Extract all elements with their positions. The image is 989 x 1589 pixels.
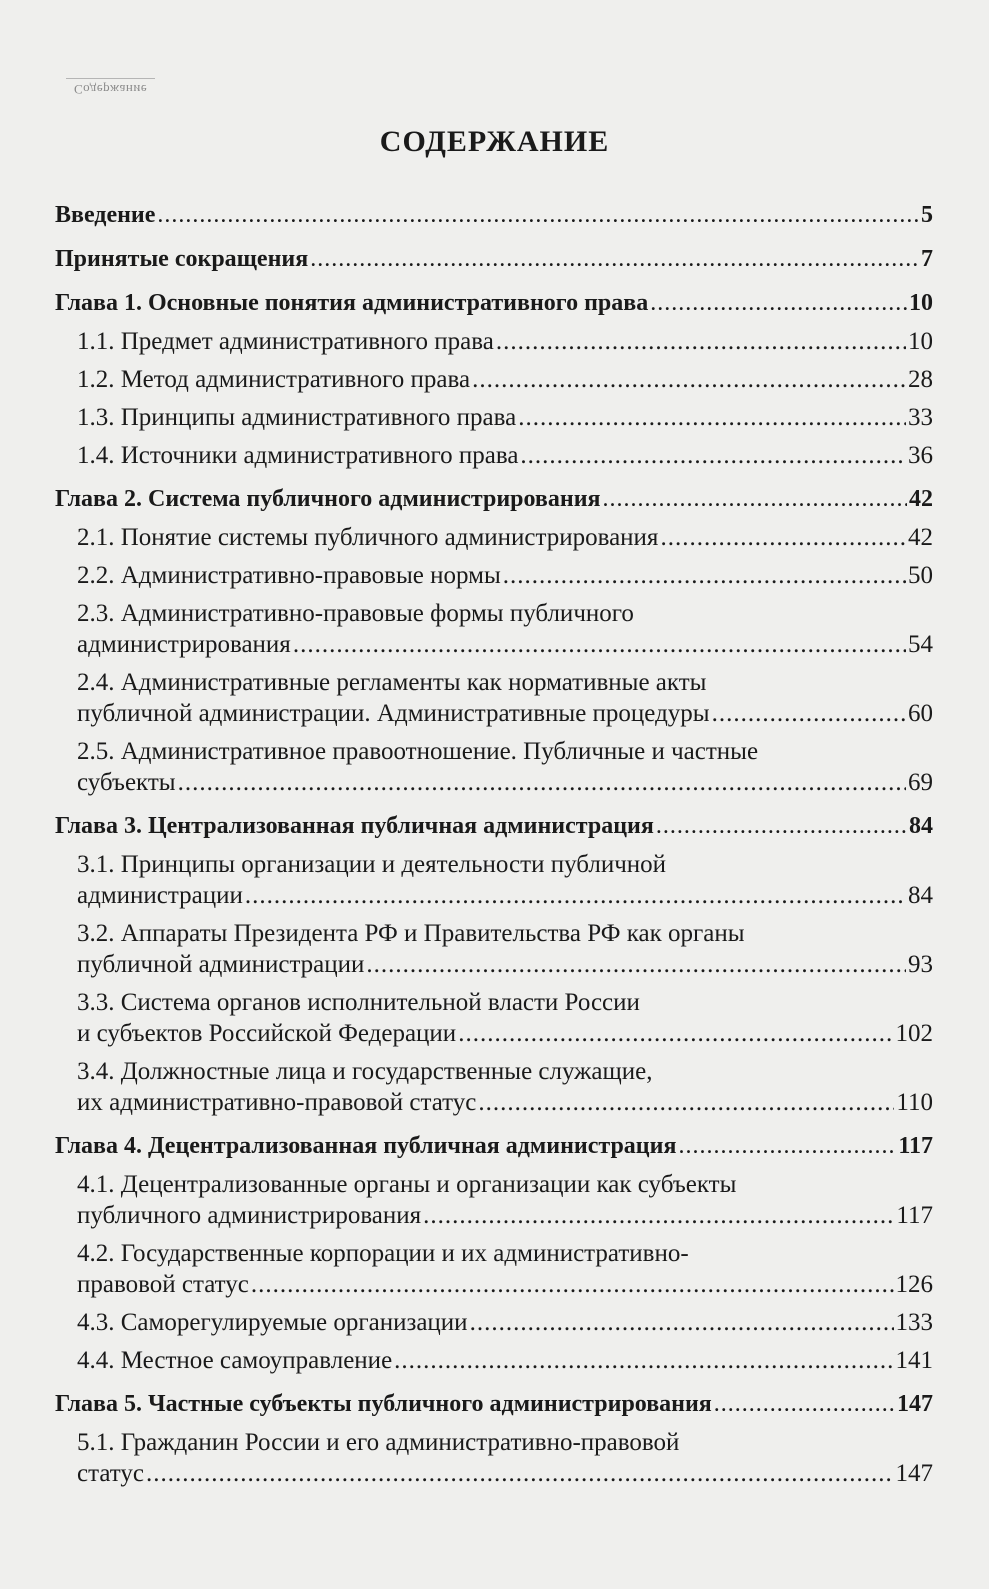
toc-dot-leader bbox=[458, 1018, 893, 1049]
toc-chapter-entry[interactable] bbox=[55, 811, 933, 842]
toc-entry-title: 5.1. Гражданин России и его административно-правовой bbox=[77, 1429, 680, 1456]
running-header: Содержание bbox=[66, 78, 155, 99]
toc-entry-title: Введение bbox=[55, 202, 156, 228]
toc-page-number: 5 bbox=[921, 202, 933, 228]
toc-dot-leader bbox=[366, 949, 906, 980]
toc-dot-leader bbox=[503, 560, 906, 591]
toc-section-entry[interactable] bbox=[55, 1345, 933, 1376]
toc-page-number: 102 bbox=[895, 1020, 933, 1047]
table-of-contents bbox=[55, 200, 933, 1489]
toc-dot-leader bbox=[518, 402, 906, 433]
toc-section-entry[interactable] bbox=[55, 918, 933, 980]
toc-page-number: 10 bbox=[909, 290, 933, 316]
toc-page-number: 36 bbox=[908, 442, 933, 469]
toc-section-entry[interactable] bbox=[55, 364, 933, 395]
toc-entry-title: Глава 2. Система публичного администрирования bbox=[55, 486, 601, 512]
toc-page-number: 7 bbox=[921, 246, 933, 272]
toc-page-number: 33 bbox=[908, 404, 933, 431]
toc-entry-title: 3.2. Аппараты Президента РФ и Правительства РФ как органы bbox=[77, 920, 745, 947]
toc-page-number: 117 bbox=[898, 1133, 933, 1159]
toc-entry-title: публичного администрирования bbox=[77, 1202, 422, 1229]
toc-section-entry[interactable] bbox=[55, 560, 933, 591]
toc-entry-title: 2.4. Административные регламенты как нормативные акты bbox=[77, 669, 707, 696]
toc-entry-title: 1.3. Принципы административного права bbox=[77, 404, 517, 431]
toc-entry-title: Глава 5. Частные субъекты публичного администрирования bbox=[55, 1391, 712, 1417]
toc-section-entry[interactable] bbox=[55, 1169, 933, 1231]
toc-section-entry[interactable] bbox=[55, 1427, 933, 1489]
toc-entry-title: Глава 1. Основные понятия административного права bbox=[55, 290, 649, 316]
toc-chapter-entry[interactable] bbox=[55, 484, 933, 515]
toc-entry-title: администрирования bbox=[77, 631, 291, 658]
toc-entry-title: публичной администрации bbox=[77, 951, 365, 978]
toc-chapter-entry[interactable] bbox=[55, 244, 933, 275]
toc-section-entry[interactable] bbox=[55, 1056, 933, 1118]
toc-dot-leader bbox=[660, 522, 906, 553]
toc-section-entry[interactable] bbox=[55, 326, 933, 357]
toc-entry-title: 2.5. Административное правоотношение. Публичные и частные bbox=[77, 738, 759, 765]
toc-dot-leader bbox=[293, 629, 906, 660]
toc-page-number: 54 bbox=[908, 631, 933, 658]
toc-entry-title: 1.2. Метод административного права bbox=[77, 366, 471, 393]
toc-dot-leader bbox=[712, 698, 906, 729]
toc-dot-leader bbox=[603, 484, 907, 515]
toc-page-number: 84 bbox=[909, 813, 933, 839]
toc-entry-title: Принятые сокращения bbox=[55, 246, 309, 272]
toc-dot-leader bbox=[251, 1269, 894, 1300]
toc-section-entry[interactable] bbox=[55, 522, 933, 553]
toc-entry-title: статус bbox=[77, 1460, 144, 1487]
toc-entry-title: правовой статус bbox=[77, 1271, 249, 1298]
toc-dot-leader bbox=[678, 1131, 896, 1162]
toc-page-number: 28 bbox=[908, 366, 933, 393]
toc-dot-leader bbox=[394, 1345, 893, 1376]
toc-page-number: 60 bbox=[908, 700, 933, 727]
toc-dot-leader bbox=[178, 767, 906, 798]
toc-entry-title: 2.2. Административно-правовые нормы bbox=[77, 562, 501, 589]
toc-entry-title: Глава 4. Децентрализованная публичная администрация bbox=[55, 1133, 677, 1159]
toc-section-entry[interactable] bbox=[55, 987, 933, 1049]
toc-entry-title: 3.3. Система органов исполнительной власти России bbox=[77, 989, 640, 1016]
toc-page-number: 69 bbox=[908, 769, 933, 796]
toc-entry-title: 4.2. Государственные корпорации и их административно- bbox=[77, 1240, 689, 1267]
toc-entry-title: 3.1. Принципы организации и деятельности публичной bbox=[77, 851, 667, 878]
toc-dot-leader bbox=[470, 1307, 894, 1338]
toc-entry-title: 4.4. Местное самоуправление bbox=[77, 1347, 393, 1374]
toc-entry-title: 2.1. Понятие системы публичного администрирования bbox=[77, 524, 659, 551]
toc-chapter-entry[interactable] bbox=[55, 200, 933, 231]
toc-section-entry[interactable] bbox=[55, 440, 933, 471]
toc-dot-leader bbox=[146, 1458, 894, 1489]
toc-page-number: 147 bbox=[895, 1460, 933, 1487]
toc-entry-title: 4.3. Саморегулируемые организации bbox=[77, 1309, 468, 1336]
toc-section-entry[interactable] bbox=[55, 402, 933, 433]
toc-entry-title: Глава 3. Централизованная публичная администрация bbox=[55, 813, 654, 839]
toc-dot-leader bbox=[714, 1389, 895, 1420]
toc-page-number: 50 bbox=[908, 562, 933, 589]
toc-dot-leader bbox=[656, 811, 907, 842]
toc-page-number: 84 bbox=[908, 882, 933, 909]
toc-page-number: 42 bbox=[908, 524, 933, 551]
toc-chapter-entry[interactable] bbox=[55, 288, 933, 319]
toc-page-number: 117 bbox=[896, 1202, 933, 1229]
toc-entry-title: 2.3. Административно-правовые формы публичного bbox=[77, 600, 634, 627]
toc-dot-leader bbox=[310, 244, 919, 275]
toc-dot-leader bbox=[650, 288, 907, 319]
toc-dot-leader bbox=[496, 326, 906, 357]
toc-chapter-entry[interactable] bbox=[55, 1389, 933, 1420]
toc-entry-title: и субъектов Российской Федерации bbox=[77, 1020, 457, 1047]
toc-section-entry[interactable] bbox=[55, 736, 933, 798]
toc-page-number: 93 bbox=[908, 951, 933, 978]
toc-entry-title: 4.1. Децентрализованные органы и организации как субъекты bbox=[77, 1171, 737, 1198]
toc-page-number: 126 bbox=[895, 1271, 933, 1298]
toc-entry-title: 3.4. Должностные лица и государственные служащие, bbox=[77, 1058, 653, 1085]
toc-section-entry[interactable] bbox=[55, 598, 933, 660]
toc-page-number: 42 bbox=[909, 486, 933, 512]
toc-chapter-entry[interactable] bbox=[55, 1131, 933, 1162]
toc-entry-title: публичной администрации. Административные процедуры bbox=[77, 700, 710, 727]
toc-dot-leader bbox=[157, 200, 919, 231]
toc-page-number: 141 bbox=[895, 1347, 933, 1374]
toc-page-number: 110 bbox=[896, 1089, 933, 1116]
toc-page-number: 10 bbox=[908, 328, 933, 355]
toc-dot-leader bbox=[472, 364, 906, 395]
toc-entry-title: 1.4. Источники административного права bbox=[77, 442, 519, 469]
toc-dot-leader bbox=[245, 880, 906, 911]
toc-section-entry[interactable] bbox=[55, 667, 933, 729]
toc-page-number: 133 bbox=[895, 1309, 933, 1336]
toc-page-number: 147 bbox=[897, 1391, 933, 1417]
toc-dot-leader bbox=[423, 1200, 894, 1231]
toc-entry-title: администрации bbox=[77, 882, 243, 909]
toc-entry-title: 1.1. Предмет административного права bbox=[77, 328, 494, 355]
toc-section-entry[interactable] bbox=[55, 1238, 933, 1300]
toc-dot-leader bbox=[520, 440, 906, 471]
toc-section-entry[interactable] bbox=[55, 1307, 933, 1338]
toc-entry-title: субъекты bbox=[77, 769, 176, 796]
toc-entry-title: их административно-правовой статус bbox=[77, 1089, 477, 1116]
page-title: СОДЕРЖАНИЕ bbox=[379, 125, 610, 158]
toc-dot-leader bbox=[478, 1087, 894, 1118]
toc-section-entry[interactable] bbox=[55, 849, 933, 911]
